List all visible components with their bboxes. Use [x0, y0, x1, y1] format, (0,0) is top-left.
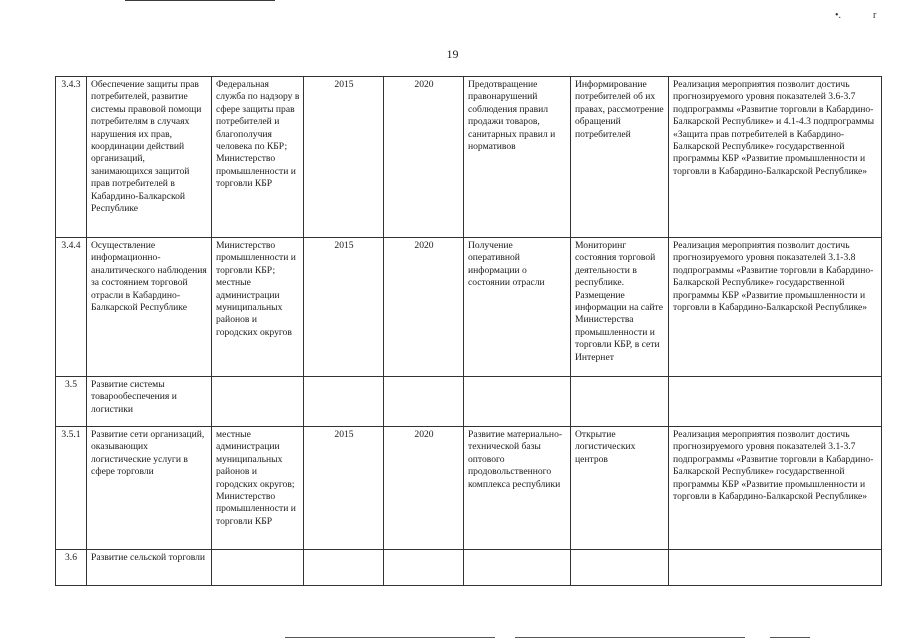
- cell-expected-result: Получение оперативной информации о состоянии отрасли: [464, 238, 571, 377]
- cell-number: 3.6: [56, 550, 87, 586]
- cell-executor: местные администрации муниципальных районов и городских округов; Министерство промышленности и торговли КБР: [212, 427, 304, 550]
- table-row: [56, 550, 882, 586]
- cell-activity: [571, 550, 669, 586]
- cell-expected-result: [464, 377, 571, 427]
- cell-number: 3.4.4: [56, 238, 87, 377]
- table-row: [56, 77, 882, 238]
- cell-executor: [212, 550, 304, 586]
- scan-artifact-bottom: [770, 637, 810, 638]
- cell-relation: Реализация мероприятия позволит достичь прогнозируемого уровня показателей 3.1-3.8 подпрограммы «Развитие торговли в Кабардино-Балкарской Республике» государственной программы КБР «Развитие промышленности и торговли в Кабардино-Балкарской Республике»: [669, 238, 882, 377]
- cell-number: 3.5: [56, 377, 87, 427]
- scan-artifact-bottom: [515, 637, 745, 638]
- measures-table: [55, 76, 882, 586]
- table-row: [56, 377, 882, 427]
- cell-start-year: [304, 377, 384, 427]
- cell-end-year: 2020: [384, 238, 464, 377]
- cell-end-year: 2020: [384, 427, 464, 550]
- table-row: [56, 238, 882, 377]
- cell-relation: Реализация мероприятия позволит достичь прогнозируемого уровня показателей 3.1-3.7 подпрограммы «Развитие торговли в Кабардино-Балкарской Республике» государственной программы КБР «Развитие промышленности и торговли в Кабардино-Балкарской Республике»: [669, 427, 882, 550]
- cell-relation: [669, 377, 882, 427]
- cell-end-year: 2020: [384, 77, 464, 238]
- scan-artifact-top: [125, 0, 275, 1]
- cell-relation: Реализация мероприятия позволит достичь прогнозируемого уровня показателей 3.6-3.7 подпрограммы «Развитие торговли в Кабардино-Балкарской Республике» и 4.1-4.3 подпрограммы «Защита прав потребителей в Кабардино-Балкарской Республике» государственной программы КБР «Развитие промышленности и торговли в Кабардино-Балкарской Республике»: [669, 77, 882, 238]
- corner-mark-right: r: [873, 10, 877, 21]
- cell-executor: Федеральная служба по надзору в сфере защиты прав потребителей и благополучия человека по КБР; Министерство промышленности и торговли КБР: [212, 77, 304, 238]
- table-body: [56, 77, 882, 586]
- cell-expected-result: Развитие материально-технической базы оптового продовольственного комплекса республики: [464, 427, 571, 550]
- cell-end-year: [384, 550, 464, 586]
- cell-measure: Обеспечение защиты прав потребителей, развитие системы правовой помощи потребителям в случаях нарушения их прав, координации действий организаций, занимающихся защитой прав потребителей в Кабардино-Балкарской Республике: [87, 77, 212, 238]
- scan-artifact-bottom: [285, 637, 495, 638]
- corner-mark-left: •.: [835, 10, 842, 21]
- cell-measure: Развитие системы товарообеспечения и логистики: [87, 377, 212, 427]
- cell-activity: [571, 377, 669, 427]
- cell-activity: Информирование потребителей об их правах, рассмотрение обращений потребителей: [571, 77, 669, 238]
- cell-start-year: 2015: [304, 238, 384, 377]
- cell-executor: Министерство промышленности и торговли КБР; местные администрации муниципальных районов и городских округов: [212, 238, 304, 377]
- cell-relation: [669, 550, 882, 586]
- cell-measure: Развитие сельской торговли: [87, 550, 212, 586]
- cell-measure: Развитие сети организаций, оказывающих логистические услуги в сфере торговли: [87, 427, 212, 550]
- cell-start-year: 2015: [304, 427, 384, 550]
- cell-activity: Открытие логистических центров: [571, 427, 669, 550]
- cell-activity: Мониторинг состояния торговой деятельности в республике. Размещение информации на сайте Министерства промышленности и торговли КБР, в сети Интернет: [571, 238, 669, 377]
- cell-start-year: [304, 550, 384, 586]
- cell-expected-result: [464, 550, 571, 586]
- cell-measure: Осуществление информационно-аналитического наблюдения за состоянием торговой отрасли в Кабардино-Балкарской Республике: [87, 238, 212, 377]
- cell-number: 3.5.1: [56, 427, 87, 550]
- cell-executor: [212, 377, 304, 427]
- cell-start-year: 2015: [304, 77, 384, 238]
- table-row: [56, 427, 882, 550]
- cell-number: 3.4.3: [56, 77, 87, 238]
- cell-expected-result: Предотвращение правонарушений соблюдения правил продажи товаров, санитарных правил и нормативов: [464, 77, 571, 238]
- cell-end-year: [384, 377, 464, 427]
- page-number: 19: [446, 47, 459, 61]
